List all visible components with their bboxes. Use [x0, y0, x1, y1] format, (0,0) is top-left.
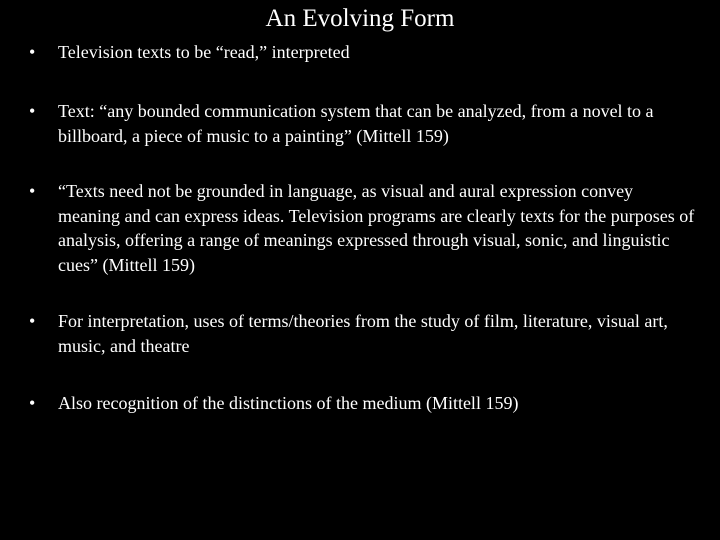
bullet-icon: • [29, 101, 36, 121]
bullet-text: Television texts to be “read,” interpreted [58, 42, 350, 62]
slide-title: An Evolving Form [265, 5, 455, 32]
bullet-icon: • [29, 42, 36, 62]
bullet-text: Text: “any bounded communication system that can be analyzed, from a novel to a billboard, a piece of music to a painting” (Mittell 159) [58, 101, 654, 146]
bullet-text: Also recognition of the distinctions of the medium (Mittell 159) [58, 393, 519, 413]
bullet-icon: • [29, 393, 36, 413]
bullet-text: “Texts need not be grounded in language, as visual and aural expression convey meaning and can express ideas. Television programs are clearly texts for the purposes of analysis, offering a range of meanings expressed through visual, sonic, and linguistic cues” (Mittell 159) [58, 181, 695, 275]
bullet-text: For interpretation, uses of terms/theories from the study of film, literature, visual art, music, and theatre [58, 311, 668, 356]
bullet-icon: • [29, 311, 36, 331]
bullet-icon: • [29, 181, 36, 201]
